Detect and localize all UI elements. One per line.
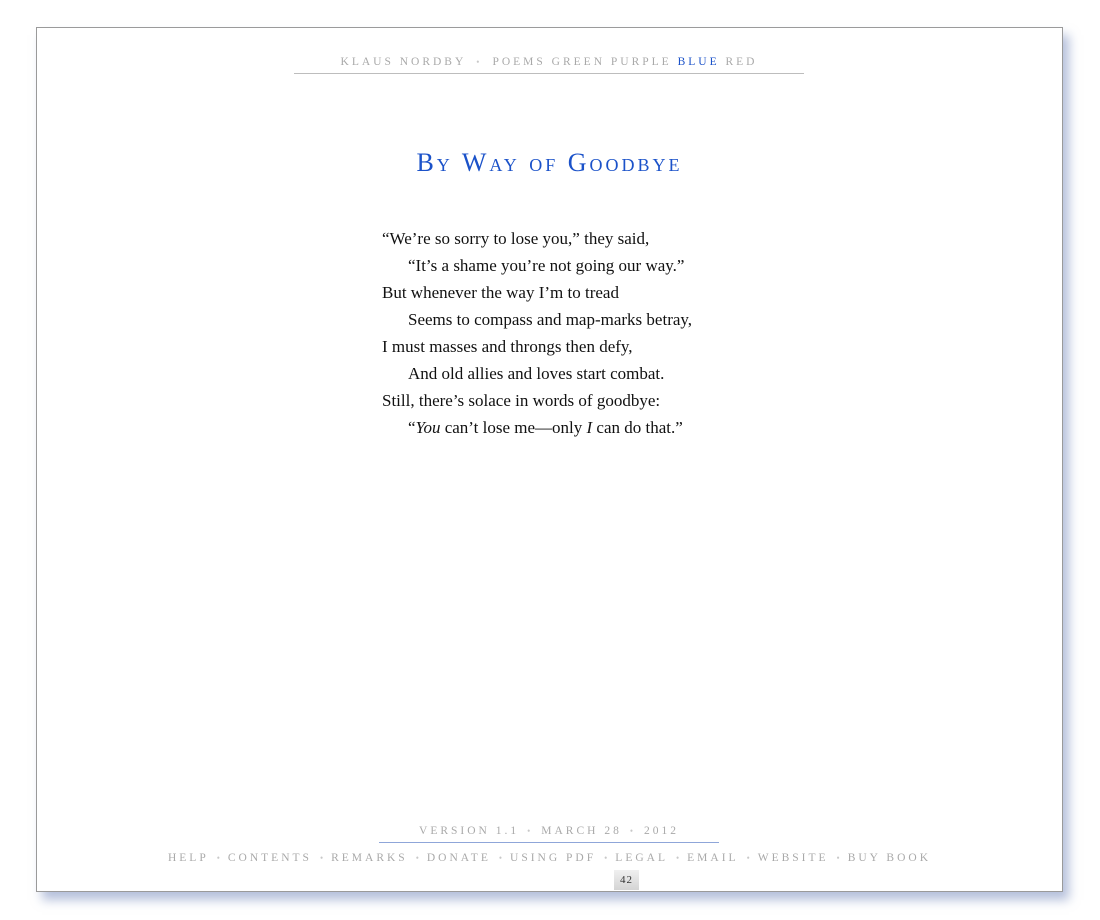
footer-website-link[interactable]: WEBSITE	[757, 852, 829, 864]
footer-using-pdf-link[interactable]: USING PDF	[510, 852, 597, 864]
poem-line	[382, 414, 692, 441]
emphasis-you: You	[415, 418, 441, 437]
header-red-link[interactable]: RED	[725, 56, 758, 68]
footer-navigation	[37, 852, 1062, 864]
footer-separator: •	[415, 853, 419, 863]
poem-text: can’t lose me—only	[440, 418, 587, 437]
version-year: 2012	[643, 825, 679, 837]
poem-line: But whenever the way I’m to tread	[382, 283, 619, 302]
poem-line: Seems to compass and map-marks betray,	[408, 310, 693, 329]
footer-separator: •	[498, 853, 503, 863]
version-label: VERSION 1.1	[419, 825, 520, 837]
version-separator: •	[629, 826, 636, 836]
poem-line: Still, there’s solace in words of goodbye:	[382, 391, 661, 410]
header-blue-link[interactable]: BLUE	[677, 56, 720, 68]
footer-help-link[interactable]: HELP	[167, 852, 209, 864]
footer-separator: •	[836, 853, 840, 863]
footer-email-link[interactable]: EMAIL	[687, 852, 739, 864]
poem-text: “	[408, 418, 416, 437]
footer-separator: •	[746, 853, 750, 863]
footer-donate-link[interactable]: DONATE	[426, 852, 491, 864]
header-separator: •	[476, 57, 483, 67]
poem-line: “We’re so sorry to lose you,” they said,	[382, 229, 650, 248]
poem-line: And old allies and loves start combat.	[408, 364, 665, 383]
version-separator: •	[527, 826, 534, 836]
running-header	[294, 56, 804, 74]
poem-line: “It’s a shame you’re not going our way.”	[408, 256, 685, 275]
poem-line: I must masses and throngs then defy,	[382, 337, 633, 356]
emphasis-i: I	[586, 418, 593, 437]
footer-separator: •	[216, 853, 220, 863]
page-number: 42	[614, 870, 639, 890]
version-line	[379, 825, 719, 843]
footer-legal-link[interactable]: LEGAL	[615, 852, 668, 864]
document-page	[36, 27, 1063, 892]
footer-remarks-link[interactable]: REMARKS	[331, 852, 408, 864]
footer-contents-link[interactable]: CONTENTS	[227, 852, 312, 864]
poem-text: can do that.”	[592, 418, 683, 437]
footer-separator: •	[319, 853, 324, 863]
version-date: MARCH 28	[541, 825, 622, 837]
footer-buy-book-link[interactable]: BUY BOOK	[847, 852, 932, 864]
header-poems-link[interactable]: POEMS GREEN PURPLE	[492, 56, 672, 68]
poem-body	[382, 225, 692, 441]
footer-separator: •	[604, 853, 608, 863]
footer-separator: •	[675, 853, 680, 863]
poem-title: By Way of Goodbye	[416, 148, 683, 177]
header-author-link[interactable]: KLAUS NORDBY	[340, 56, 467, 68]
